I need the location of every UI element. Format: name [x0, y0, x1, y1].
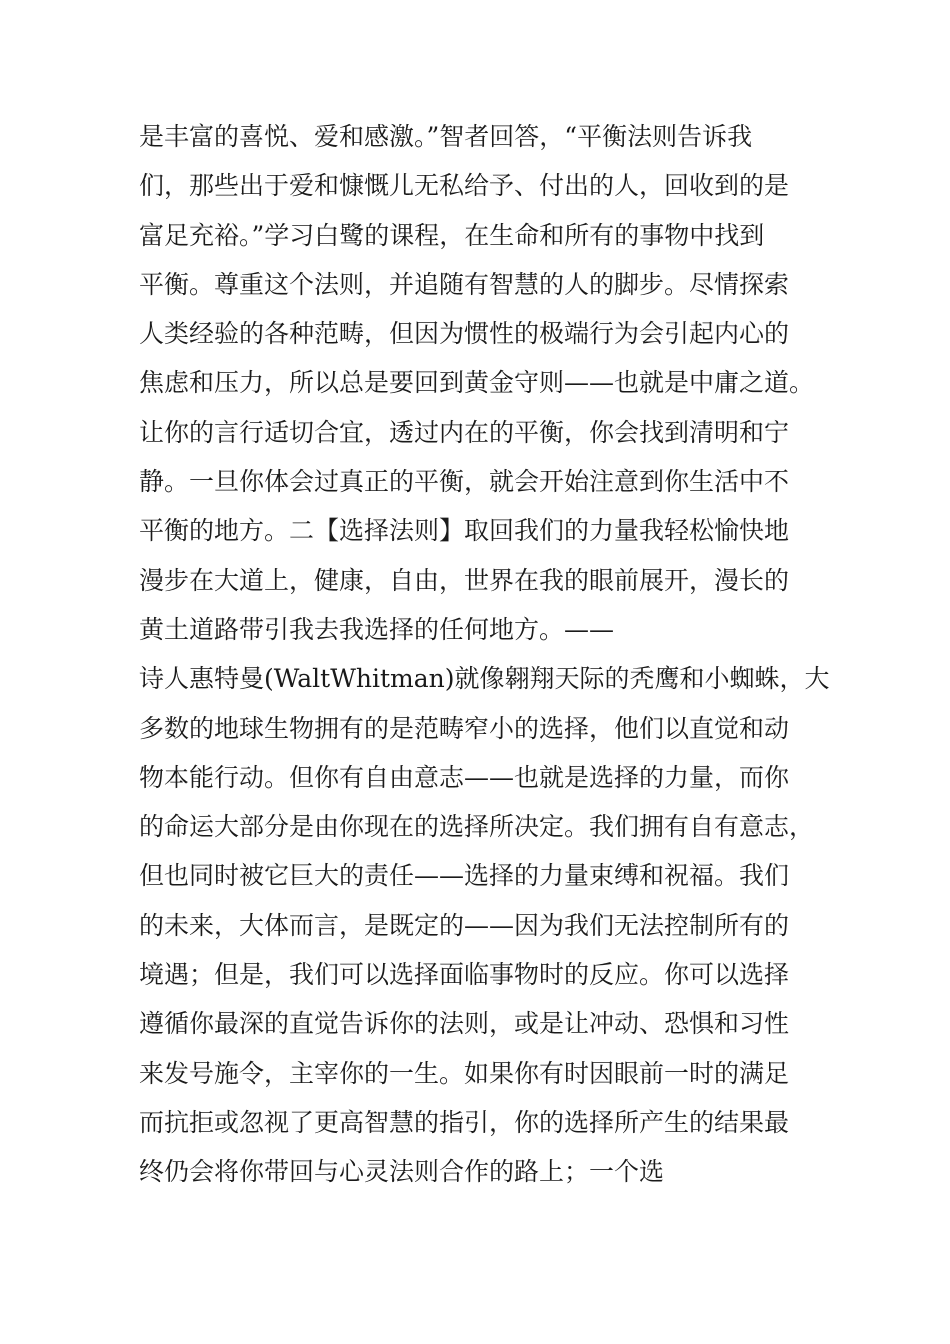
text-line-5: 人类经验的各种范畴，但因为惯性的极端行为会引起内心的 — [139, 319, 790, 349]
text-line-13: 多数的地球生物拥有的是范畴窄小的选择，他们以直觉和动 — [139, 713, 790, 743]
text-line-19: 遵循你最深的直觉告诉你的法则，或是让冲动、恐惧和习性 — [139, 1009, 790, 1039]
text-line-15: 的命运大部分是由你现在的选择所决定。我们拥有自有意志， — [139, 812, 815, 842]
text-line-11: 黄土道路带引我去我选择的任何地方。—— — [139, 614, 615, 644]
text-line-4: 平衡。尊重这个法则，并追随有智慧的人的脚步。尽情探索 — [139, 269, 790, 299]
text-line-16: 但也同时被它巨大的责任——选择的力量束缚和祝福。我们 — [139, 861, 790, 891]
text-line-17: 的未来，大体而言，是既定的——因为我们无法控制所有的 — [139, 910, 790, 940]
body-text — [139, 112, 839, 1197]
text-line-1: 是丰富的喜悦、爱和感激。”智者回答，“平衡法则告诉我 — [139, 122, 753, 151]
text-line-14: 物本能行动。但你有自由意志——也就是选择的力量，而你 — [139, 762, 790, 792]
text-line-12: 诗人惠特曼(WaltWhitman)就像翱翔天际的秃鹰和小蜘蛛，大 — [139, 664, 830, 694]
text-line-20: 来发号施令，主宰你的一生。如果你有时因眼前一时的满足 — [139, 1058, 790, 1088]
text-line-3: 富足充裕。”学习白鹭的课程，在生命和所有的事物中找到 — [139, 220, 765, 250]
text-line-9: 平衡的地方。二【选择法则】取回我们的力量我轻松愉快地 — [139, 516, 790, 546]
text-line-21: 而抗拒或忽视了更高智慧的指引，你的选择所产生的结果最 — [139, 1107, 790, 1137]
text-line-7: 让你的言行适切合宜，透过内在的平衡，你会找到清明和宁 — [139, 417, 790, 447]
text-line-2: 们，那些出于爱和慷慨儿无私给予、付出的人，回收到的是 — [139, 171, 790, 201]
text-line-8: 静。一旦你体会过真正的平衡，就会开始注意到你生活中不 — [139, 467, 790, 497]
text-line-6: 焦虑和压力，所以总是要回到黄金守则——也就是中庸之道。 — [139, 368, 815, 398]
text-line-22: 终仍会将你带回与心灵法则合作的路上；一个选 — [139, 1157, 665, 1187]
text-line-10: 漫步在大道上，健康，自由，世界在我的眼前展开，漫长的 — [139, 565, 790, 595]
text-line-18: 境遇；但是，我们可以选择面临事物时的反应。你可以选择 — [139, 960, 790, 990]
